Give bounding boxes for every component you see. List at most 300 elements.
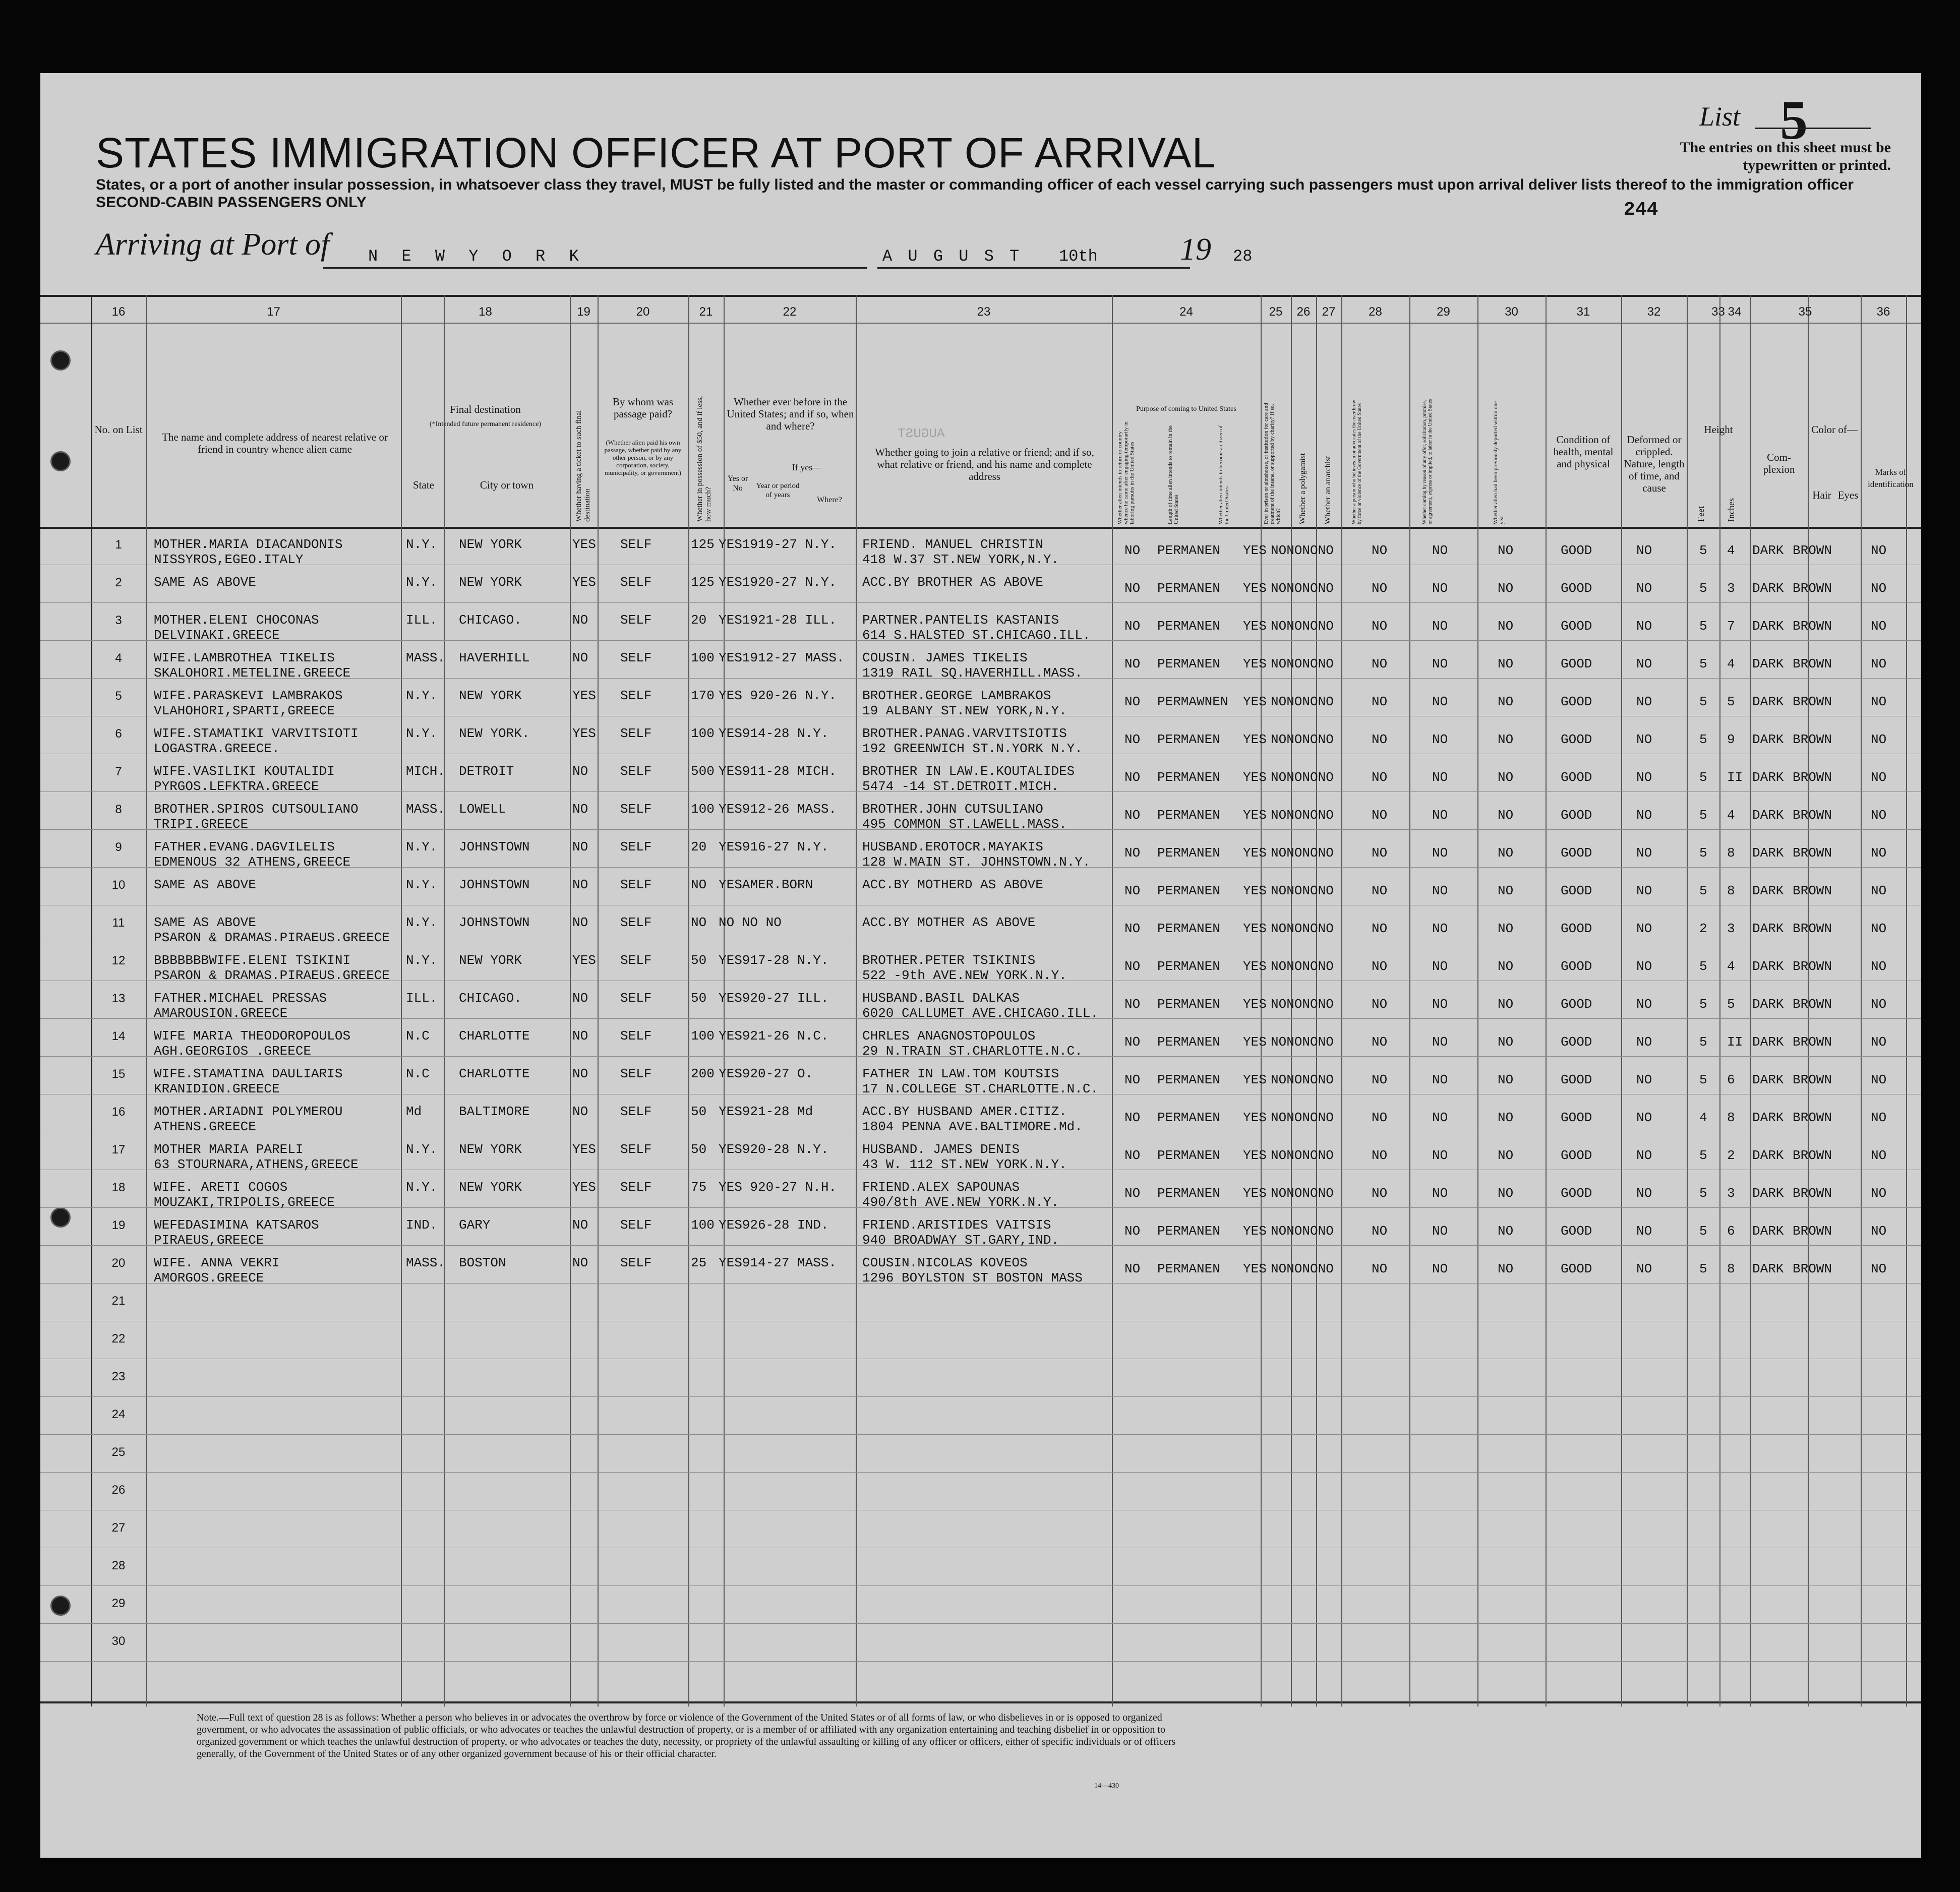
length-of-stay-cell: PERMANEN (1157, 1261, 1220, 1276)
hair-color-cell: BROWN (1793, 656, 1832, 672)
city-cell: NEW YORK. (459, 726, 530, 741)
length-of-stay-cell: PERMANEN (1157, 921, 1220, 936)
return-cell: NO (1124, 732, 1141, 747)
health-cell: GOOD (1561, 770, 1592, 785)
state-cell: N.C (406, 1028, 430, 1044)
col-number: 34 (1728, 305, 1742, 319)
height-inches-cell: 6 (1727, 1072, 1735, 1087)
money-cell: 50 (691, 953, 707, 968)
ticket-cell: NO (572, 839, 588, 855)
join-line-2: 128 W.MAIN ST. JOHNSTOWN.N.Y. (862, 855, 1091, 870)
city-cell: CHICAGO. (459, 991, 522, 1006)
height-feet-cell: 5 (1699, 845, 1707, 861)
deformed-cell: NO (1636, 543, 1652, 558)
city-cell: JOHNSTOWN (459, 877, 530, 892)
col-number: 24 (1179, 305, 1193, 319)
port-value: N E W Y O R K (368, 247, 586, 266)
before-us-cell: YES920-27 ILL. (719, 991, 829, 1006)
table-border (40, 1701, 1921, 1703)
passage-paid-cell: SELF (620, 764, 652, 779)
city-cell: NEW YORK (459, 575, 522, 590)
passage-paid-cell: SELF (620, 1217, 652, 1233)
questions-25-27-cell: NONONONO (1271, 1261, 1334, 1276)
questions-25-27-cell: NONONONO (1271, 808, 1334, 823)
height-inches-cell: II (1727, 770, 1743, 785)
relative-line-2: PSARON & DRAMAS.PIRAEUS.GREECE (154, 930, 390, 945)
join-line-1: BROTHER.PETER TSIKINIS (862, 953, 1036, 968)
citizen-cell: YES (1243, 921, 1267, 936)
citizen-cell: YES (1243, 883, 1267, 898)
state-cell: N.Y. (406, 915, 438, 930)
row-line (40, 1472, 1921, 1473)
date-underline (877, 267, 1190, 269)
citizen-cell: YES (1243, 1072, 1267, 1087)
marks-cell: NO (1871, 770, 1887, 785)
questions-25-27-cell: NONONONO (1271, 581, 1334, 596)
question-30-cell: NO (1498, 1034, 1514, 1050)
join-line-1: HUSBAND.BASIL DALKAS (862, 991, 1020, 1006)
before-us-cell: YES1912-27 MASS. (719, 650, 845, 665)
before-us-cell: YES912-26 MASS. (719, 802, 837, 817)
col-line (1687, 295, 1688, 1706)
question-29-cell: NO (1432, 808, 1448, 823)
complexion-cell: DARK (1752, 656, 1784, 672)
height-feet-cell: 5 (1699, 581, 1707, 596)
return-cell: NO (1124, 997, 1141, 1012)
deformed-cell: NO (1636, 959, 1652, 974)
return-cell: NO (1124, 1186, 1141, 1201)
height-inches-cell: 2 (1727, 1148, 1735, 1163)
citizen-cell: YES (1243, 732, 1267, 747)
state-cell: MASS. (406, 802, 446, 817)
height-feet-cell: 5 (1699, 1034, 1707, 1050)
col-line (1621, 295, 1622, 1706)
money-cell: NO (691, 915, 707, 930)
health-cell: GOOD (1561, 1034, 1592, 1050)
question-30-cell: NO (1498, 1110, 1514, 1125)
relative-line-2: AMORGOS.GREECE (154, 1270, 264, 1286)
list-instructions: The entries on this sheet must be typewritten or printed. (1680, 139, 1891, 173)
question-28-cell: NO (1372, 1186, 1388, 1201)
questions-25-27-cell: NONONONO (1271, 1034, 1334, 1050)
question-29-cell: NO (1432, 1186, 1448, 1201)
deformed-cell: NO (1636, 808, 1652, 823)
question-29-cell: NO (1432, 883, 1448, 898)
complexion-cell: DARK (1752, 1034, 1784, 1050)
header-color-of: Color of— (1811, 423, 1858, 436)
length-of-stay-cell: PERMANEN (1157, 656, 1220, 672)
question-30-cell: NO (1498, 997, 1514, 1012)
state-cell: MASS. (406, 650, 446, 665)
height-inches-cell: 4 (1727, 543, 1735, 558)
row-number: 13 (111, 992, 126, 1005)
complexion-cell: DARK (1752, 543, 1784, 558)
relative-line-2: PIRAEUS,GREECE (154, 1233, 264, 1248)
length-of-stay-cell: PERMANEN (1157, 1186, 1220, 1201)
health-cell: GOOD (1561, 694, 1592, 709)
passage-paid-cell: SELF (620, 1066, 652, 1081)
health-cell: GOOD (1561, 921, 1592, 936)
col-line (146, 295, 147, 1706)
complexion-cell: DARK (1752, 770, 1784, 785)
health-cell: GOOD (1561, 808, 1592, 823)
state-cell: N.Y. (406, 839, 438, 855)
city-cell: BOSTON (459, 1255, 506, 1270)
header-ticket: Whether having a ticket to such final destination (575, 410, 591, 522)
length-of-stay-cell: PERMANEN (1157, 732, 1220, 747)
question-28-cell: NO (1372, 808, 1388, 823)
join-line-2: 5474 -14 ST.DETROIT.MICH. (862, 779, 1059, 794)
join-line-1: PARTNER.PANTELIS KASTANIS (862, 613, 1059, 628)
header-yes-no: Yes or No (727, 474, 748, 493)
before-us-cell: YES921-28 Md (719, 1104, 813, 1119)
header-complexion: Com-plexion (1763, 451, 1795, 475)
row-number: 10 (111, 878, 126, 892)
length-of-stay-cell: PERMANEN (1157, 1034, 1220, 1050)
citizen-cell: YES (1243, 1224, 1267, 1239)
height-inches-cell: 5 (1727, 997, 1735, 1012)
complexion-cell: DARK (1752, 1186, 1784, 1201)
height-feet-cell: 5 (1699, 543, 1707, 558)
col-number: 22 (783, 305, 797, 319)
header-overthrow: Whether a person who believes in or advocates the overthrow by force or violence of the Government of the United States (1351, 400, 1362, 524)
questions-25-27-cell: NONONONO (1271, 845, 1334, 861)
hair-color-cell: BROWN (1793, 694, 1832, 709)
marks-cell: NO (1871, 1224, 1887, 1239)
citizen-cell: YES (1243, 656, 1267, 672)
row-number: 6 (115, 727, 122, 741)
join-line-2: 192 GREENWICH ST.N.YORK N.Y. (862, 741, 1083, 756)
before-us-cell: YES920-27 O. (719, 1066, 813, 1081)
money-cell: 170 (691, 688, 715, 703)
ticket-cell: YES (572, 1142, 596, 1157)
col-number: 25 (1269, 305, 1283, 319)
marks-cell: NO (1871, 1261, 1887, 1276)
before-us-cell: YES1921-28 ILL. (719, 613, 837, 628)
deformed-cell: NO (1636, 921, 1652, 936)
question-30-cell: NO (1498, 619, 1514, 634)
before-us-cell: YES 920-27 N.H. (719, 1180, 837, 1195)
before-us-cell: YES 920-26 N.Y. (719, 688, 837, 703)
passage-paid-cell: SELF (620, 575, 652, 590)
hair-color-cell: BROWN (1793, 997, 1832, 1012)
row-number: 17 (111, 1143, 126, 1156)
passage-paid-cell: SELF (620, 839, 652, 855)
col-line (598, 295, 599, 1706)
question-29-cell: NO (1432, 959, 1448, 974)
before-us-cell: NO NO NO (719, 915, 782, 930)
health-cell: GOOD (1561, 619, 1592, 634)
money-cell: 100 (691, 1028, 715, 1044)
state-cell: ILL. (406, 991, 438, 1006)
col-line (856, 295, 857, 1706)
complexion-cell: DARK (1752, 997, 1784, 1012)
join-line-1: BROTHER IN LAW.E.KOUTALIDES (862, 764, 1075, 779)
col-line (1112, 295, 1113, 1706)
year-prefix: 19 (1180, 232, 1211, 267)
header-anarchist: Whether an anarchist (1324, 456, 1332, 524)
return-cell: NO (1124, 1034, 1141, 1050)
manifest-sheet (40, 73, 1921, 1858)
hair-color-cell: BROWN (1793, 1148, 1832, 1163)
deformed-cell: NO (1636, 619, 1652, 634)
row-number: 9 (115, 840, 122, 854)
hair-color-cell: BROWN (1793, 845, 1832, 861)
passage-paid-cell: SELF (620, 953, 652, 968)
ticket-cell: NO (572, 1104, 588, 1119)
question-30-cell: NO (1498, 1148, 1514, 1163)
question-30-cell: NO (1498, 1186, 1514, 1201)
row-number: 19 (111, 1218, 126, 1232)
health-cell: GOOD (1561, 1072, 1592, 1087)
complexion-cell: DARK (1752, 1261, 1784, 1276)
empty-row-number: 28 (111, 1559, 126, 1572)
marks-cell: NO (1871, 959, 1887, 974)
col-number: 36 (1876, 305, 1890, 319)
hair-color-cell: BROWN (1793, 1072, 1832, 1087)
footnote: Note.—Full text of question 28 is as follows: Whether a person who believes in or advocates the overthrow by force or violence of the Government of the United States or of all forms of law, or who disbelieves in or is opposed to organized government, or who advocates the assassination of public officials, or who advocates or teaches the unlawful destruction of property, or is a member of or affiliated with any organization entertaining and teaching disbelief in or opposition to organized government or which teaches the unlawful destruction of property, or who advocates or teaches the duty, necessity, or propriety of the unlawful assaulting or killing of any officer or officers, either of specific individuals or of officers generally, of the Government of the United States or of any other organized government because of his or their official character. (197, 1712, 1176, 1759)
state-cell: N.Y. (406, 877, 438, 892)
question-28-cell: NO (1372, 732, 1388, 747)
question-29-cell: NO (1432, 543, 1448, 558)
relative-line-1: WIFE.LAMBROTHEA TIKELIS (154, 650, 335, 665)
before-us-cell: YES926-28 IND. (719, 1217, 829, 1233)
height-inches-cell: 5 (1727, 694, 1735, 709)
citizen-cell: YES (1243, 543, 1267, 558)
health-cell: GOOD (1561, 543, 1592, 558)
ticket-cell: NO (572, 1066, 588, 1081)
relative-line-1: MOTHER.MARIA DIACANDONIS (154, 537, 343, 552)
return-cell: NO (1124, 619, 1141, 634)
marks-cell: NO (1871, 694, 1887, 709)
header-state: State (413, 479, 434, 491)
list-label: List (1699, 101, 1741, 132)
relative-line-1: BBBBBBBWIFE.ELENI TSIKINI (154, 953, 351, 968)
state-cell: IND. (406, 1217, 438, 1233)
marks-cell: NO (1871, 808, 1887, 823)
state-cell: N.Y. (406, 537, 438, 552)
length-of-stay-cell: PERMANEN (1157, 543, 1220, 558)
relative-line-1: MOTHER.ARIADNI POLYMEROU (154, 1104, 343, 1119)
before-us-cell: YESAMER.BORN (719, 877, 813, 892)
col-number: 18 (479, 305, 492, 319)
complexion-cell: DARK (1752, 921, 1784, 936)
height-feet-cell: 5 (1699, 1261, 1707, 1276)
state-cell: Md (406, 1104, 422, 1119)
join-line-1: FATHER IN LAW.TOM KOUTSIS (862, 1066, 1059, 1081)
return-cell: NO (1124, 808, 1141, 823)
relative-line-2: PSARON & DRAMAS.PIRAEUS.GREECE (154, 968, 390, 983)
height-inches-cell: II (1727, 1034, 1743, 1050)
complexion-cell: DARK (1752, 1072, 1784, 1087)
height-inches-cell: 8 (1727, 883, 1735, 898)
header-purpose-length: Length of time alien intends to remain in the United States (1167, 425, 1179, 524)
ticket-cell: YES (572, 726, 596, 741)
join-line-2: 43 W. 112 ST.NEW YORK.N.Y. (862, 1157, 1067, 1172)
health-cell: GOOD (1561, 1110, 1592, 1125)
day-value: 10th (1059, 247, 1098, 266)
join-line-1: BROTHER.JOHN CUTSULIANO (862, 802, 1043, 817)
length-of-stay-cell: PERMANEN (1157, 845, 1220, 861)
height-feet-cell: 5 (1699, 959, 1707, 974)
join-line-1: ACC.BY MOTHER AS ABOVE (862, 915, 1036, 930)
passage-paid-cell: SELF (620, 991, 652, 1006)
join-line-1: HUSBAND.EROTOCR.MAYAKIS (862, 839, 1043, 855)
questions-25-27-cell: NONONONO (1271, 1148, 1334, 1163)
passage-paid-cell: SELF (620, 650, 652, 665)
complexion-cell: DARK (1752, 845, 1784, 861)
marks-cell: NO (1871, 1034, 1887, 1050)
hair-color-cell: BROWN (1793, 959, 1832, 974)
money-cell: 20 (691, 839, 707, 855)
ticket-cell: YES (572, 1180, 596, 1195)
money-cell: 100 (691, 650, 715, 665)
join-line-2: 495 COMMON ST.LAWELL.MASS. (862, 817, 1067, 832)
join-line-1: ACC.BY BROTHER AS ABOVE (862, 575, 1043, 590)
height-feet-cell: 5 (1699, 883, 1707, 898)
question-30-cell: NO (1498, 883, 1514, 898)
header-before-us: Whether ever before in the United States; and if so, when and where? (727, 396, 854, 432)
ticket-cell: NO (572, 613, 588, 628)
join-line-2: 29 N.TRAIN ST.CHARLOTTE.N.C. (862, 1044, 1083, 1059)
header-purpose-citizen: Whether alien intends to become a citizen of the United States (1218, 425, 1230, 524)
relative-line-1: MOTHER MARIA PARELI (154, 1142, 304, 1157)
join-line-1: CHRLES ANAGNOSTOPOULOS (862, 1028, 1036, 1044)
money-cell: 500 (691, 764, 715, 779)
row-number: 8 (115, 803, 122, 816)
health-cell: GOOD (1561, 1186, 1592, 1201)
join-line-1: FRIEND. MANUEL CHRISTIN (862, 537, 1043, 552)
passage-paid-cell: SELF (620, 802, 652, 817)
marks-cell: NO (1871, 656, 1887, 672)
length-of-stay-cell: PERMANEN (1157, 1148, 1220, 1163)
header-polygamist: Whether a polygamist (1298, 453, 1307, 524)
cabin-class: SECOND-CABIN PASSENGERS ONLY (96, 194, 367, 211)
deformed-cell: NO (1636, 694, 1652, 709)
col-number: 20 (636, 305, 650, 319)
question-29-cell: NO (1432, 581, 1448, 596)
height-inches-cell: 4 (1727, 959, 1735, 974)
height-inches-cell: 9 (1727, 732, 1735, 747)
ticket-cell: YES (572, 953, 596, 968)
col-line (1906, 295, 1907, 1706)
before-us-cell: YES921-26 N.C. (719, 1028, 829, 1044)
ticket-cell: NO (572, 650, 588, 665)
join-line-1: FRIEND.ALEX SAPOUNAS (862, 1180, 1020, 1195)
relative-line-1: FATHER.EVANG.DAGVILELIS (154, 839, 335, 855)
join-line-2: 940 BROADWAY ST.GARY,IND. (862, 1233, 1059, 1248)
header-where: Where? (817, 496, 842, 504)
arriving-label: Arriving at Port of (96, 227, 330, 262)
questions-25-27-cell: NONONONO (1271, 656, 1334, 672)
header-passage-note: (Whether alien paid his own passage, whether paid by any other person, or by any corporation, society, municipality, or government) (604, 439, 682, 476)
questions-25-27-cell: NONONONO (1271, 1186, 1334, 1201)
ticket-cell: YES (572, 537, 596, 552)
join-line-2: 6020 CALLUMET AVE.CHICAGO.ILL. (862, 1006, 1099, 1021)
return-cell: NO (1124, 1110, 1141, 1125)
header-year-period: Year or period of years (756, 482, 800, 499)
before-us-cell: YES916-27 N.Y. (719, 839, 829, 855)
citizen-cell: YES (1243, 997, 1267, 1012)
deformed-cell: NO (1636, 581, 1652, 596)
height-feet-cell: 5 (1699, 732, 1707, 747)
city-cell: NEW YORK (459, 953, 522, 968)
join-line-2: 522 -9th AVE.NEW YORK.N.Y. (862, 968, 1067, 983)
row-line (40, 1661, 1921, 1662)
relative-line-2: AGH.GEORGIOS .GREECE (154, 1044, 312, 1059)
complexion-cell: DARK (1752, 1148, 1784, 1163)
height-feet-cell: 5 (1699, 619, 1707, 634)
health-cell: GOOD (1561, 1261, 1592, 1276)
hair-color-cell: BROWN (1793, 619, 1832, 634)
question-28-cell: NO (1372, 694, 1388, 709)
citizen-cell: YES (1243, 1034, 1267, 1050)
header-marks: Marks of identification (1868, 467, 1914, 489)
city-cell: CHICAGO. (459, 613, 522, 628)
height-inches-cell: 6 (1727, 1224, 1735, 1239)
city-cell: NEW YORK (459, 1142, 522, 1157)
header-hair: Hair (1812, 489, 1831, 501)
citizen-cell: YES (1243, 581, 1267, 596)
col-number: 30 (1505, 305, 1518, 319)
relative-line-2: TRIPI.GREECE (154, 817, 249, 832)
header-contract-labor: Whether coming by reason of any offer, solicitation, promise, or agreement, express or implied, to labor in the United States (1422, 399, 1433, 524)
relative-line-1: WIFE. ANNA VEKRI (154, 1255, 280, 1270)
question-29-cell: NO (1432, 921, 1448, 936)
relative-line-1: BROTHER.SPIROS CUTSOULIANO (154, 802, 359, 817)
question-28-cell: NO (1372, 883, 1388, 898)
state-cell: MASS. (406, 1255, 446, 1270)
relative-line-2: DELVINAKI.GREECE (154, 628, 280, 643)
question-30-cell: NO (1498, 921, 1514, 936)
passage-paid-cell: SELF (620, 1180, 652, 1195)
complexion-cell: DARK (1752, 694, 1784, 709)
row-number: 1 (115, 538, 122, 552)
deformed-cell: NO (1636, 845, 1652, 861)
row-number: 2 (115, 576, 122, 589)
relative-line-2: EDMENOUS 32 ATHENS,GREECE (154, 855, 351, 870)
question-29-cell: NO (1432, 732, 1448, 747)
height-inches-cell: 8 (1727, 845, 1735, 861)
questions-25-27-cell: NONONONO (1271, 883, 1334, 898)
length-of-stay-cell: PERMANEN (1157, 1224, 1220, 1239)
complexion-cell: DARK (1752, 581, 1784, 596)
deformed-cell: NO (1636, 883, 1652, 898)
complexion-cell: DARK (1752, 1224, 1784, 1239)
col-number: 27 (1322, 305, 1336, 319)
deformed-cell: NO (1636, 1072, 1652, 1087)
length-of-stay-cell: PERMANEN (1157, 1072, 1220, 1087)
empty-row-number: 30 (111, 1634, 126, 1648)
header-feet: Feet (1696, 506, 1706, 522)
state-cell: N.Y. (406, 1142, 438, 1157)
passage-paid-cell: SELF (620, 1104, 652, 1119)
join-line-2: 490/8th AVE.NEW YORK.N.Y. (862, 1195, 1059, 1210)
relative-line-2: MOUZAKI,TRIPOLIS,GREECE (154, 1195, 335, 1210)
passage-paid-cell: SELF (620, 877, 652, 892)
ticket-cell: NO (572, 1255, 588, 1270)
join-line-1: FRIEND.ARISTIDES VAITSIS (862, 1217, 1051, 1233)
ticket-cell: NO (572, 877, 588, 892)
money-cell: 25 (691, 1255, 707, 1270)
question-29-cell: NO (1432, 1110, 1448, 1125)
passage-paid-cell: SELF (620, 688, 652, 703)
question-28-cell: NO (1372, 921, 1388, 936)
length-of-stay-cell: PERMANEN (1157, 619, 1220, 634)
hair-color-cell: BROWN (1793, 1224, 1832, 1239)
question-28-cell: NO (1372, 1072, 1388, 1087)
length-of-stay-cell: PERMANEN (1157, 808, 1220, 823)
